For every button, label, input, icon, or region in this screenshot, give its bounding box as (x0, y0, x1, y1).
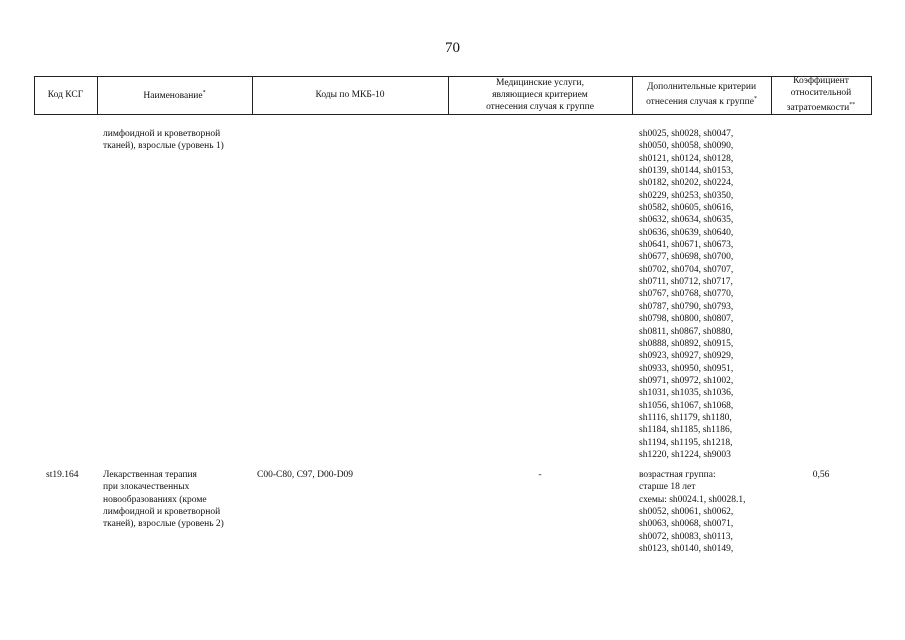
header-code-label: Код КСГ (47, 90, 84, 100)
row1-criteria: sh0025, sh0028, sh0047, sh0050, sh0058, sh0090, sh0121, sh0124, sh0128, sh0139, sh0144, sh0153, sh0182, sh0202, sh0224, sh0229, sh0253, sh0350, sh0582, sh0605, sh0616, sh0632, sh0634, sh0635, sh0636, sh0639, sh0640, sh0641, sh0671, sh0673, sh0677, sh0698, sh0700, sh0702, sh0704, sh0707, sh0711, sh0712, sh0717, sh0767, sh0768, sh0770, sh0787, sh0790, sh0793, sh0798, sh0800, sh0807, sh0811, sh0867, sh0880, sh0888, sh0892, sh0915, sh0923, sh0927, sh0929, sh0933, sh0950, sh0951, sh0971, sh0972, sh1002, sh1031, sh1035, sh1036, sh1056, sh1067, sh1068, sh1116, sh1179, sh1180, sh1184, sh1185, sh1186, sh1194, sh1195, sh1218, sh1220, sh1224, sh9003 (639, 129, 734, 460)
header-coef (771, 76, 871, 114)
row1-name: лимфоидной и кроветворной тканей), взрослые (уровень 1) (103, 129, 224, 152)
header-code (34, 76, 97, 114)
header-criteria-footnote-mark: * (753, 96, 757, 103)
row2-mkb: C00-C80, C97, D00-D09 (257, 470, 354, 480)
header-services (448, 76, 632, 114)
header-mkb (252, 76, 448, 114)
header-criteria-label: Дополнительные критерии отнесения случая к группе (646, 82, 757, 108)
header-coef-footnote-mark: ** (849, 102, 856, 109)
row2-code: st19.164 (46, 470, 79, 480)
row2-services: - (538, 470, 542, 480)
header-mkb-label: Коды по МКБ-10 (315, 90, 385, 100)
column-divider (871, 76, 872, 114)
row2-name: Лекарственная терапия при злокачественных новообразованиях (кроме лимфоидной и кроветворной тканей), взрослые (уровень 2) (103, 470, 224, 530)
page-number: 70 (445, 40, 460, 56)
row2-coef: 0,56 (812, 470, 830, 480)
header-services-label: Медицинские услуги, являющиеся критерием отнесения случая к группе (486, 78, 594, 112)
header-name-label: Наименование (143, 91, 203, 102)
table-header-bottom-rule (34, 114, 872, 115)
header-criteria (632, 76, 771, 114)
header-name-footnote-mark: * (202, 90, 206, 97)
header-name (97, 76, 252, 114)
header-coef-label: Коэффициент относительной затратоемкости (786, 76, 852, 114)
row2-criteria: возрастная группа: старше 18 лет схемы: sh0024.1, sh0028.1, sh0052, sh0061, sh0062, sh0063, sh0068, sh0071, sh0072, sh0083, sh0113, sh0123, sh0140, sh0149, (639, 470, 746, 555)
